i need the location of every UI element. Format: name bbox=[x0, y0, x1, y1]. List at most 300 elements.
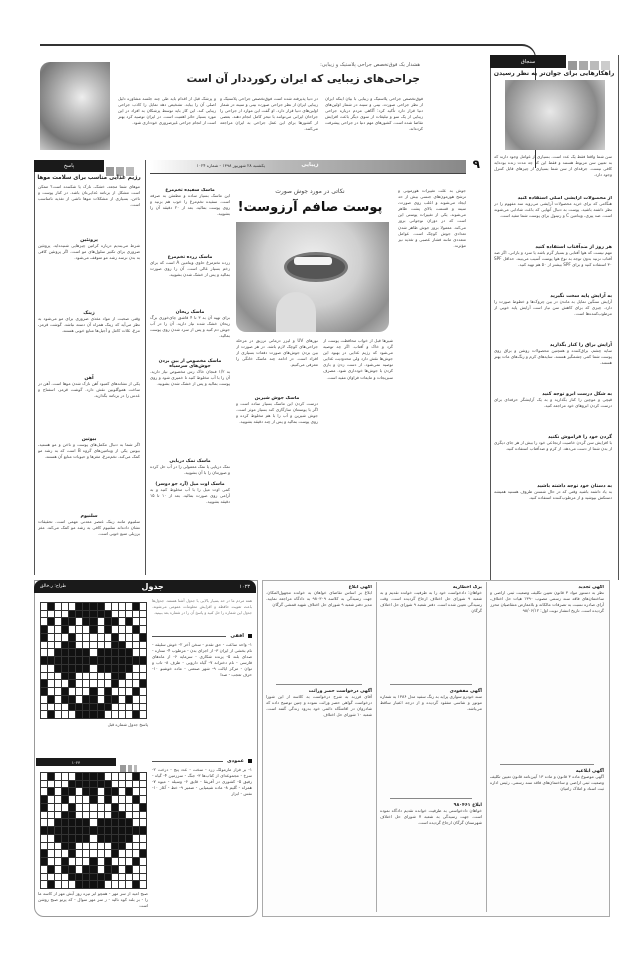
crossword-cell[interactable] bbox=[55, 642, 61, 649]
crossword-cell[interactable] bbox=[83, 642, 89, 649]
crossword-cell[interactable] bbox=[90, 704, 96, 711]
crossword-cell[interactable] bbox=[133, 657, 139, 664]
crossword-cell[interactable] bbox=[90, 611, 96, 618]
tips-section bbox=[494, 435, 612, 484]
crossword-cell[interactable] bbox=[69, 611, 75, 618]
crossword-cell[interactable] bbox=[69, 704, 75, 711]
tag-label: سنجاق bbox=[520, 58, 536, 65]
crossword-cell[interactable] bbox=[119, 618, 125, 625]
crossword-cell[interactable] bbox=[48, 649, 54, 656]
crossword-cell[interactable] bbox=[126, 680, 132, 687]
crossword-cell[interactable] bbox=[119, 665, 125, 672]
crossword-cell bbox=[140, 796, 146, 803]
crossword-cell[interactable] bbox=[105, 626, 111, 633]
crossword-cell bbox=[140, 819, 146, 826]
crossword-cell bbox=[48, 812, 54, 819]
crossword-cell bbox=[48, 788, 54, 795]
crossword-cell[interactable] bbox=[140, 711, 146, 718]
crossword-cell[interactable] bbox=[119, 673, 125, 680]
crossword-cell[interactable] bbox=[119, 657, 125, 664]
crossword-cell[interactable] bbox=[69, 665, 75, 672]
crossword-cell[interactable] bbox=[83, 665, 89, 672]
crossword-cell[interactable] bbox=[105, 634, 111, 641]
crossword-cell[interactable] bbox=[105, 618, 111, 625]
crossword-cell[interactable] bbox=[140, 673, 146, 680]
crossword-cell[interactable] bbox=[140, 657, 146, 664]
crossword-cell[interactable] bbox=[69, 680, 75, 687]
crossword-cell[interactable] bbox=[126, 673, 132, 680]
crossword-cell bbox=[119, 773, 125, 780]
crossword-cell bbox=[62, 819, 68, 826]
crossword-cell[interactable] bbox=[55, 665, 61, 672]
crossword-cell bbox=[112, 850, 118, 857]
crossword-cell[interactable] bbox=[83, 680, 89, 687]
crossword-cell[interactable] bbox=[62, 704, 68, 711]
crossword-cell[interactable] bbox=[76, 657, 82, 664]
crossword-cell[interactable] bbox=[133, 665, 139, 672]
crossword-cell[interactable] bbox=[41, 618, 47, 625]
crossword-cell[interactable] bbox=[62, 603, 68, 610]
crossword-cell[interactable] bbox=[62, 634, 68, 641]
crossword-cell[interactable] bbox=[90, 680, 96, 687]
crossword-designer: طراح: ر.خالق bbox=[40, 584, 67, 589]
crossword-cell bbox=[105, 874, 111, 881]
crossword-cell[interactable] bbox=[76, 680, 82, 687]
crossword-cell[interactable] bbox=[119, 611, 125, 618]
crossword-cell bbox=[48, 804, 54, 811]
crossword-cell[interactable] bbox=[69, 626, 75, 633]
crossword-cell[interactable] bbox=[98, 634, 104, 641]
crossword-cell bbox=[133, 874, 139, 881]
crossword-cell[interactable] bbox=[119, 626, 125, 633]
crossword-cell[interactable] bbox=[62, 688, 68, 695]
crossword-cell[interactable] bbox=[98, 626, 104, 633]
crossword-cell[interactable] bbox=[140, 704, 146, 711]
crossword-cell[interactable] bbox=[126, 711, 132, 718]
crossword-cell bbox=[69, 858, 75, 865]
crossword-cell bbox=[105, 858, 111, 865]
crossword-cell[interactable] bbox=[55, 634, 61, 641]
crossword-cell[interactable] bbox=[41, 704, 47, 711]
crossword-cell bbox=[126, 781, 132, 788]
crossword-cell[interactable] bbox=[133, 603, 139, 610]
mask-section bbox=[150, 310, 230, 359]
crossword-cell bbox=[112, 796, 118, 803]
crossword-cell[interactable] bbox=[55, 603, 61, 610]
crossword-cell[interactable] bbox=[112, 626, 118, 633]
crossword-cell[interactable] bbox=[69, 657, 75, 664]
crossword-cell[interactable] bbox=[140, 626, 146, 633]
crossword-cell[interactable] bbox=[119, 704, 125, 711]
crossword-cell bbox=[98, 850, 104, 857]
crossword-cell bbox=[62, 773, 68, 780]
crossword-cell[interactable] bbox=[126, 618, 132, 625]
mask-text: این ماسک بسیار ساده و مطمئن به صرفه است. سفیده تخم‌مرغ را خوب هم بزنید و روی پوست بمالید. بعد از ۲۰ دقیقه آن را بشویید. bbox=[150, 193, 230, 217]
crossword-cell[interactable] bbox=[48, 603, 54, 610]
crossword-cell[interactable] bbox=[55, 649, 61, 656]
crossword-cell[interactable] bbox=[133, 680, 139, 687]
crossword-cell[interactable] bbox=[41, 611, 47, 618]
crossword-cell[interactable] bbox=[62, 626, 68, 633]
crossword-cell[interactable] bbox=[133, 649, 139, 656]
crossword-cell[interactable] bbox=[119, 642, 125, 649]
crossword-cell bbox=[90, 804, 96, 811]
crossword-cell[interactable] bbox=[69, 603, 75, 610]
crossword-cell[interactable] bbox=[98, 711, 104, 718]
crossword-cell[interactable] bbox=[41, 634, 47, 641]
crossword-cell[interactable] bbox=[76, 626, 82, 633]
crossword-cell[interactable] bbox=[112, 704, 118, 711]
crossword-cell[interactable] bbox=[119, 680, 125, 687]
crossword-grid[interactable] bbox=[40, 602, 147, 719]
crossword-cell[interactable] bbox=[133, 704, 139, 711]
crossword-cell[interactable] bbox=[76, 611, 82, 618]
crossword-cell[interactable] bbox=[48, 657, 54, 664]
crossword-cell[interactable] bbox=[62, 611, 68, 618]
crossword-cell[interactable] bbox=[62, 711, 68, 718]
crossword-cell[interactable] bbox=[90, 657, 96, 664]
crossword-cell[interactable] bbox=[62, 673, 68, 680]
crossword-cell[interactable] bbox=[126, 611, 132, 618]
vertical-title: عمودی bbox=[226, 758, 244, 764]
ad-separator bbox=[390, 684, 472, 685]
crossword-cell[interactable] bbox=[133, 611, 139, 618]
crossword-cell[interactable] bbox=[126, 657, 132, 664]
crossword-cell[interactable] bbox=[133, 688, 139, 695]
crossword-cell[interactable] bbox=[83, 688, 89, 695]
crossword-cell[interactable] bbox=[90, 696, 96, 703]
crossword-cell[interactable] bbox=[41, 657, 47, 664]
crossword-cell[interactable] bbox=[83, 603, 89, 610]
crossword-cell[interactable] bbox=[105, 680, 111, 687]
crossword-cell bbox=[55, 850, 61, 857]
crossword-cell bbox=[83, 796, 89, 803]
crossword-cell bbox=[90, 866, 96, 873]
crossword-cell bbox=[140, 773, 146, 780]
crossword-cell[interactable] bbox=[133, 711, 139, 718]
crossword-cell[interactable] bbox=[119, 688, 125, 695]
crossword-cell[interactable] bbox=[76, 634, 82, 641]
crossword-cell bbox=[126, 804, 132, 811]
crossword-cell[interactable] bbox=[55, 680, 61, 687]
crossword-cell[interactable] bbox=[105, 711, 111, 718]
crossword-cell[interactable] bbox=[76, 673, 82, 680]
crossword-cell[interactable] bbox=[98, 603, 104, 610]
crossword-cell[interactable] bbox=[69, 649, 75, 656]
classified-col-2 bbox=[380, 585, 482, 910]
hair-section bbox=[38, 514, 140, 563]
crossword-cell[interactable] bbox=[133, 634, 139, 641]
crossword-cell[interactable] bbox=[55, 611, 61, 618]
crossword-cell[interactable] bbox=[62, 618, 68, 625]
crossword-cell[interactable] bbox=[105, 642, 111, 649]
crossword-cell bbox=[90, 773, 96, 780]
crossword-cell[interactable] bbox=[76, 618, 82, 625]
crossword-cell[interactable] bbox=[126, 649, 132, 656]
crossword-cell[interactable] bbox=[62, 680, 68, 687]
crossword-cell[interactable] bbox=[133, 642, 139, 649]
crossword-cell[interactable] bbox=[41, 665, 47, 672]
crossword-cell[interactable] bbox=[133, 673, 139, 680]
crossword-cell[interactable] bbox=[112, 642, 118, 649]
crossword-cell[interactable] bbox=[55, 711, 61, 718]
crossword-cell[interactable] bbox=[48, 680, 54, 687]
crossword-cell[interactable] bbox=[76, 642, 82, 649]
crossword-cell bbox=[119, 850, 125, 857]
crossword-cell[interactable] bbox=[112, 611, 118, 618]
crossword-cell[interactable] bbox=[119, 649, 125, 656]
crossword-cell[interactable] bbox=[98, 673, 104, 680]
crossword-cell[interactable] bbox=[41, 711, 47, 718]
crossword-cell[interactable] bbox=[98, 688, 104, 695]
crossword-cell[interactable] bbox=[98, 696, 104, 703]
crossword-cell[interactable] bbox=[69, 696, 75, 703]
tips-section-text: آرایش سنگین تمایل به ماندن در بین چروک‌ها و خطوط صورت را دارد. چیزی که برای کاهش سن نیاز است آرایش پایه خوبی از مرطوب‌کننده‌ها است. bbox=[494, 299, 612, 317]
crossword-cell bbox=[119, 788, 125, 795]
crossword-cell bbox=[126, 812, 132, 819]
crossword-cell[interactable] bbox=[105, 673, 111, 680]
crossword-cell[interactable] bbox=[112, 649, 118, 656]
crossword-cell[interactable] bbox=[48, 626, 54, 633]
crossword-cell[interactable] bbox=[105, 649, 111, 656]
crossword-cell[interactable] bbox=[69, 711, 75, 718]
crossword-cell[interactable] bbox=[90, 618, 96, 625]
crossword-cell[interactable] bbox=[90, 711, 96, 718]
crossword-cell[interactable] bbox=[105, 611, 111, 618]
crossword-cell bbox=[55, 796, 61, 803]
crossword-cell[interactable] bbox=[90, 642, 96, 649]
crossword-cell bbox=[119, 781, 125, 788]
crossword-cell[interactable] bbox=[69, 634, 75, 641]
crossword-cell[interactable] bbox=[69, 618, 75, 625]
crossword-cell[interactable] bbox=[90, 603, 96, 610]
crossword-cell[interactable] bbox=[55, 673, 61, 680]
crossword-cell[interactable] bbox=[83, 634, 89, 641]
crossword-cell[interactable] bbox=[90, 673, 96, 680]
crossword-cell[interactable] bbox=[76, 603, 82, 610]
crossword-cell[interactable] bbox=[112, 665, 118, 672]
crossword-cell[interactable] bbox=[112, 680, 118, 687]
crossword-cell[interactable] bbox=[55, 688, 61, 695]
classified-col-3 bbox=[266, 585, 372, 910]
crossword-cell bbox=[48, 874, 54, 881]
crossword-cell[interactable] bbox=[48, 634, 54, 641]
crossword-cell[interactable] bbox=[41, 680, 47, 687]
crossword-cell[interactable] bbox=[105, 665, 111, 672]
crossword-cell[interactable] bbox=[76, 696, 82, 703]
crossword-cell[interactable] bbox=[133, 696, 139, 703]
crossword-cell bbox=[76, 796, 82, 803]
crossword-cell[interactable] bbox=[48, 642, 54, 649]
crossword-cell[interactable] bbox=[112, 634, 118, 641]
crossword-cell[interactable] bbox=[140, 649, 146, 656]
crossword-cell[interactable] bbox=[69, 688, 75, 695]
crossword-cell[interactable] bbox=[69, 642, 75, 649]
crossword-cell[interactable] bbox=[55, 618, 61, 625]
crossword-cell bbox=[90, 843, 96, 850]
crossword-cell[interactable] bbox=[62, 649, 68, 656]
crossword-cell[interactable] bbox=[98, 665, 104, 672]
crossword-cell[interactable] bbox=[112, 711, 118, 718]
crossword-cell[interactable] bbox=[98, 649, 104, 656]
crossword-cell[interactable] bbox=[62, 696, 68, 703]
crossword-cell[interactable] bbox=[112, 657, 118, 664]
crossword-cell[interactable] bbox=[140, 618, 146, 625]
crossword-cell bbox=[98, 812, 104, 819]
crossword-cell[interactable] bbox=[83, 704, 89, 711]
crossword-cell[interactable] bbox=[55, 696, 61, 703]
tips-section-title: به آرایش پایه سخت نگیرید bbox=[550, 294, 612, 299]
crossword-cell[interactable] bbox=[140, 680, 146, 687]
mask-title: ماسک زرده تخم‌مرغ bbox=[167, 255, 213, 260]
crossword-cell[interactable] bbox=[76, 649, 82, 656]
crossword-cell bbox=[76, 812, 82, 819]
crossword-cell[interactable] bbox=[55, 626, 61, 633]
ad-text: خواهان دادخواستی به طرفیت خوانده تقدیم دادگاه نموده است. جهت رسیدگی به شعبه ۷ شورای حل اختلاف شهرستان گرگان ارجاع گردیده است. bbox=[380, 808, 482, 826]
crossword-cell[interactable] bbox=[126, 696, 132, 703]
crossword-cell[interactable] bbox=[112, 688, 118, 695]
crossword-cell bbox=[90, 835, 96, 842]
crossword-cell[interactable] bbox=[83, 618, 89, 625]
crossword-cell[interactable] bbox=[126, 704, 132, 711]
crossword-cell[interactable] bbox=[140, 696, 146, 703]
crossword-cell bbox=[112, 866, 118, 873]
crossword-cell[interactable] bbox=[126, 603, 132, 610]
crossword-cell[interactable] bbox=[83, 696, 89, 703]
crossword-cell[interactable] bbox=[98, 611, 104, 618]
crossword-cell bbox=[76, 843, 82, 850]
hair-sections bbox=[38, 238, 140, 573]
crossword-cell bbox=[140, 827, 146, 834]
crossword-cell[interactable] bbox=[48, 618, 54, 625]
crossword-cell[interactable] bbox=[133, 626, 139, 633]
crossword-cell[interactable] bbox=[62, 657, 68, 664]
crossword-cell[interactable] bbox=[98, 642, 104, 649]
crossword-cell[interactable] bbox=[41, 626, 47, 633]
crossword-cell[interactable] bbox=[98, 618, 104, 625]
crossword-cell[interactable] bbox=[48, 665, 54, 672]
crossword-cell[interactable] bbox=[90, 634, 96, 641]
crossword-cell bbox=[55, 866, 61, 873]
crossword-cell[interactable] bbox=[119, 696, 125, 703]
crossword-cell bbox=[83, 843, 89, 850]
crossword-cell bbox=[41, 850, 47, 857]
crossword-cell[interactable] bbox=[83, 611, 89, 618]
crossword-cell bbox=[55, 874, 61, 881]
crossword-cell[interactable] bbox=[83, 711, 89, 718]
crossword-cell bbox=[90, 781, 96, 788]
crossword-cell[interactable] bbox=[69, 673, 75, 680]
classified-ad bbox=[380, 803, 482, 898]
crossword-cell[interactable] bbox=[48, 611, 54, 618]
crossword-cell bbox=[133, 773, 139, 780]
crossword-cell bbox=[126, 858, 132, 865]
crossword-cell[interactable] bbox=[126, 642, 132, 649]
crossword-cell[interactable] bbox=[126, 688, 132, 695]
crossword-cell bbox=[76, 788, 82, 795]
crossword-cell[interactable] bbox=[41, 688, 47, 695]
crossword-cell[interactable] bbox=[126, 665, 132, 672]
crossword-cell[interactable] bbox=[105, 603, 111, 610]
crossword-cell bbox=[126, 819, 132, 826]
crossword-cell[interactable] bbox=[83, 657, 89, 664]
crossword-cell[interactable] bbox=[140, 665, 146, 672]
crossword-cell bbox=[76, 781, 82, 788]
crossword-cell bbox=[90, 812, 96, 819]
crossword-cell[interactable] bbox=[119, 711, 125, 718]
crossword-cell[interactable] bbox=[76, 665, 82, 672]
crossword-cell[interactable] bbox=[105, 696, 111, 703]
crossword-cell[interactable] bbox=[98, 657, 104, 664]
crossword-cell[interactable] bbox=[41, 603, 47, 610]
crossword-cell[interactable] bbox=[90, 626, 96, 633]
tag-bar bbox=[490, 55, 566, 68]
crossword-cell[interactable] bbox=[62, 642, 68, 649]
crossword-cell[interactable] bbox=[140, 611, 146, 618]
crossword-cell[interactable] bbox=[126, 626, 132, 633]
mask-title: ماسک اوت میل (آرد جو دوسر) bbox=[155, 482, 225, 487]
crossword-cell[interactable] bbox=[105, 704, 111, 711]
crossword-cell[interactable] bbox=[98, 704, 104, 711]
crossword-cell[interactable] bbox=[48, 711, 54, 718]
crossword-cell bbox=[126, 773, 132, 780]
crossword-cell[interactable] bbox=[76, 704, 82, 711]
crossword-cell bbox=[55, 819, 61, 826]
crossword-cell[interactable] bbox=[55, 657, 61, 664]
crossword-cell[interactable] bbox=[76, 688, 82, 695]
tips-section-title: از محصولات آرایشی اصلی استفاده کنید bbox=[517, 196, 612, 201]
crossword-cell[interactable] bbox=[119, 634, 125, 641]
crossword-cell[interactable] bbox=[140, 688, 146, 695]
crossword-cell[interactable] bbox=[133, 618, 139, 625]
crossword-cell bbox=[119, 858, 125, 865]
crossword-cell[interactable] bbox=[119, 603, 125, 610]
mask-title: ماسک مخصوص از بین بردن جوش‌های سرسیاه bbox=[158, 359, 222, 369]
crossword-cell bbox=[105, 788, 111, 795]
crossword-cell[interactable] bbox=[55, 704, 61, 711]
crossword-cell[interactable] bbox=[126, 634, 132, 641]
crossword-cell[interactable] bbox=[112, 603, 118, 610]
crossword-cell bbox=[105, 881, 111, 888]
crossword-cell[interactable] bbox=[105, 657, 111, 664]
crossword-cell[interactable] bbox=[48, 688, 54, 695]
crossword-cell[interactable] bbox=[83, 626, 89, 633]
crossword-cell[interactable] bbox=[62, 665, 68, 672]
crossword-cell[interactable] bbox=[140, 634, 146, 641]
crossword-cell[interactable] bbox=[83, 649, 89, 656]
crossword-cell[interactable] bbox=[140, 603, 146, 610]
crossword-cell[interactable] bbox=[98, 680, 104, 687]
crossword-cell[interactable] bbox=[41, 673, 47, 680]
crossword-cell[interactable] bbox=[48, 696, 54, 703]
crossword-cell[interactable] bbox=[41, 696, 47, 703]
crossword-cell[interactable] bbox=[76, 711, 82, 718]
crossword-cell[interactable] bbox=[112, 618, 118, 625]
crossword-cell[interactable] bbox=[41, 649, 47, 656]
crossword-cell[interactable] bbox=[48, 704, 54, 711]
crossword-cell[interactable] bbox=[90, 688, 96, 695]
crossword-cell bbox=[62, 866, 68, 873]
crossword-cell[interactable] bbox=[105, 688, 111, 695]
crossword-cell[interactable] bbox=[48, 673, 54, 680]
crossword-cell[interactable] bbox=[41, 642, 47, 649]
crossword-cell[interactable] bbox=[112, 696, 118, 703]
crossword-cell[interactable] bbox=[112, 673, 118, 680]
crossword-cell[interactable] bbox=[83, 673, 89, 680]
crossword-cell[interactable] bbox=[90, 665, 96, 672]
crossword-cell[interactable] bbox=[140, 642, 146, 649]
crossword-cell[interactable] bbox=[90, 649, 96, 656]
